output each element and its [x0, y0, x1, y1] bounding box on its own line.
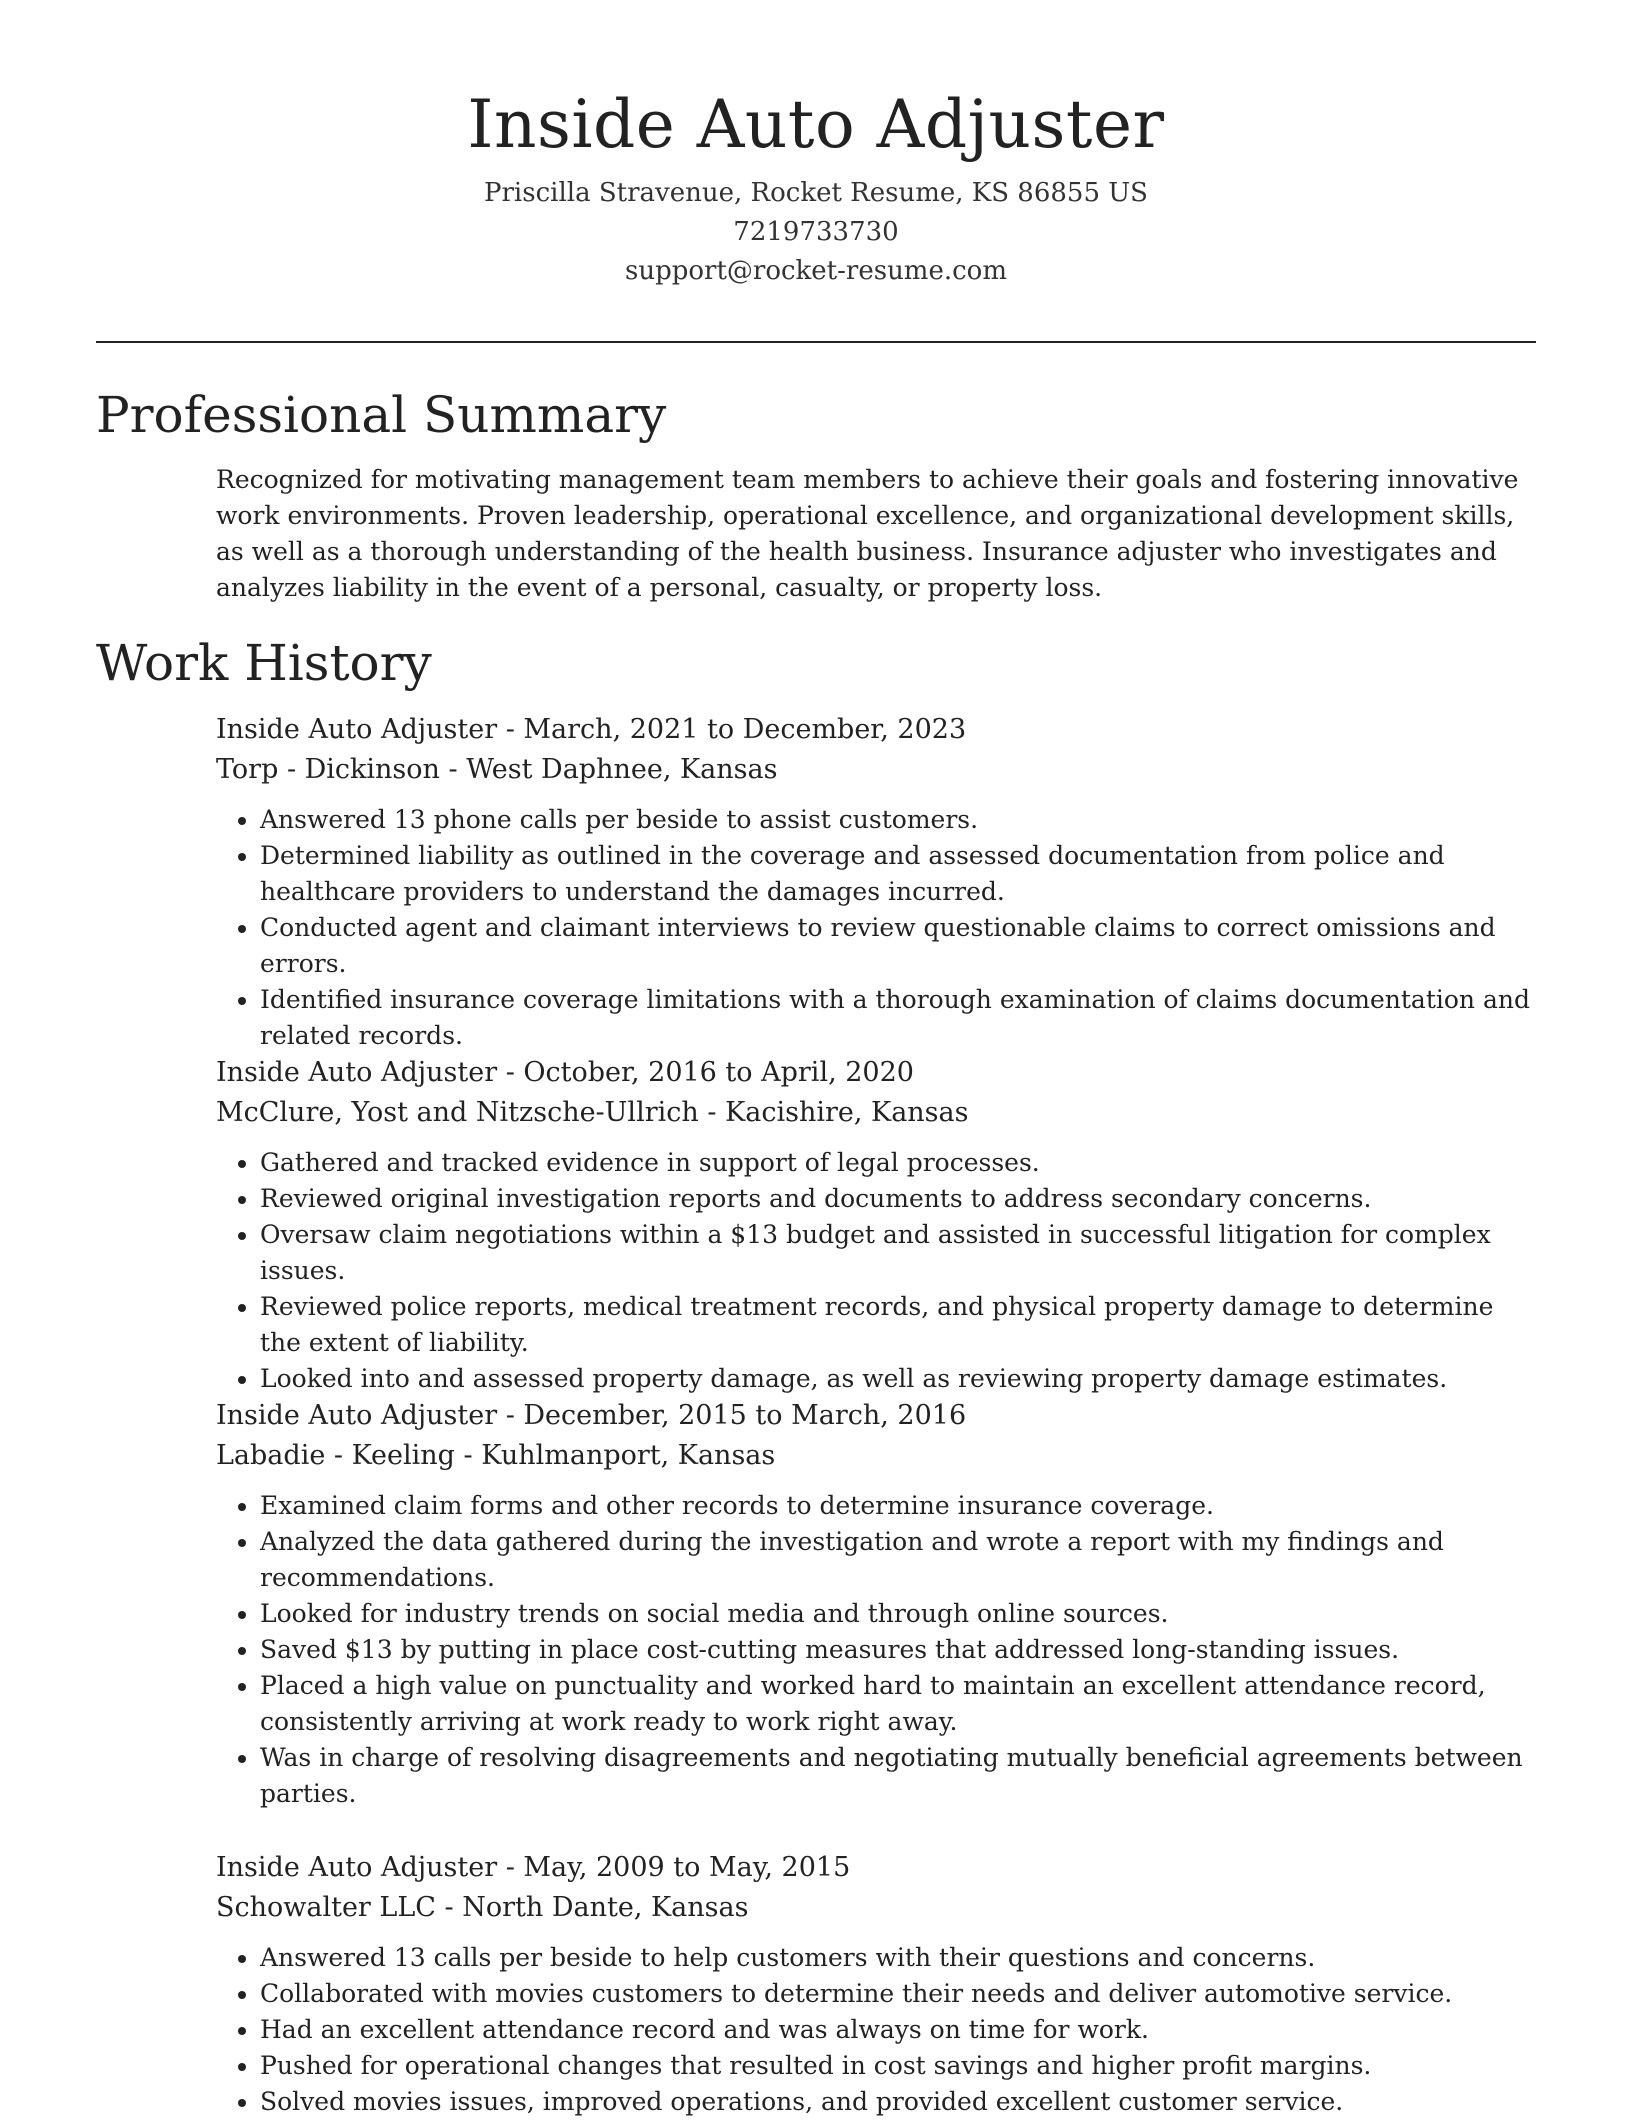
job-company: Torp - Dickinson	[216, 754, 440, 785]
list-item: • Determined liability as outlined in the coverage and assessed documentation from police and healthcare providers to understand the damages incurred.	[260, 838, 1536, 910]
list-item: • Had an excellent attendance record and was always on time for work.	[260, 2012, 1536, 2048]
job-title: Inside Auto Adjuster	[216, 1400, 498, 1431]
job-bullet-list	[216, 1145, 1536, 1397]
separator: -	[439, 754, 467, 785]
header-divider	[96, 341, 1536, 343]
job-dates: October, 2016 to April, 2020	[523, 1057, 914, 1088]
job-company-line	[216, 1093, 1536, 1133]
job-title-line	[216, 1053, 1536, 1093]
job-title: Inside Auto Adjuster	[216, 714, 498, 745]
separator: -	[497, 1852, 524, 1883]
list-item: • Reviewed police reports, medical treatment records, and physical property damage to determine the extent of liability.	[260, 1289, 1536, 1361]
contact-email: support@rocket-resume.com	[624, 256, 1007, 286]
job-bullet-list	[216, 802, 1536, 1054]
job-title-line	[216, 710, 1536, 750]
list-item: • Solved movies issues, improved operations, and provided excellent customer service.	[260, 2084, 1536, 2120]
separator: -	[497, 1400, 524, 1431]
list-item: • Identified insurance coverage limitations with a thorough examination of claims documentation and related records.	[260, 982, 1536, 1054]
job-bullet-list	[216, 1940, 1536, 2120]
summary-heading: Professional Summary	[96, 386, 667, 444]
job-dates: December, 2015 to March, 2016	[523, 1400, 967, 1431]
job-title: Inside Auto Adjuster	[216, 1852, 498, 1883]
contact-info	[96, 174, 1536, 291]
job-entry	[216, 1848, 1536, 2120]
list-item: • Answered 13 calls per beside to help customers with their questions and concerns.	[260, 1940, 1536, 1976]
list-item: • Looked for industry trends on social media and through online sources.	[260, 1596, 1536, 1632]
list-item: • Looked into and assessed property damage, as well as reviewing property damage estimates.	[260, 1361, 1536, 1397]
job-location: Kacishire, Kansas	[725, 1097, 969, 1128]
job-company-line	[216, 1888, 1536, 1928]
work-history-heading: Work History	[96, 634, 432, 692]
job-location: West Daphnee, Kansas	[466, 754, 778, 785]
list-item: • Conducted agent and claimant interviews to review questionable claims to correct omissions and errors.	[260, 910, 1536, 982]
job-company: McClure, Yost and Nitzsche-Ullrich	[216, 1097, 699, 1128]
job-location: North Dante, Kansas	[462, 1892, 749, 1923]
list-item: • Was in charge of resolving disagreements and negotiating mutually beneficial agreements between parties.	[260, 1740, 1536, 1812]
separator: -	[497, 714, 524, 745]
job-entry	[216, 710, 1536, 1054]
job-company-line	[216, 1436, 1536, 1476]
job-bullet-list	[216, 1488, 1536, 1812]
list-item: • Analyzed the data gathered during the investigation and wrote a report with my findings and recommendations.	[260, 1524, 1536, 1596]
list-item: • Answered 13 phone calls per beside to assist customers.	[260, 802, 1536, 838]
list-item: • Saved $13 by putting in place cost-cutting measures that addressed long-standing issues.	[260, 1632, 1536, 1668]
contact-address: Priscilla Stravenue, Rocket Resume, KS 86855 US	[484, 178, 1148, 208]
job-location: Kuhlmanport, Kansas	[481, 1440, 776, 1471]
resume-header	[96, 80, 1536, 291]
list-item: • Placed a high value on punctuality and worked hard to maintain an excellent attendance record, consistently arriving at work ready to work right away.	[260, 1668, 1536, 1740]
candidate-name: Inside Auto Adjuster	[467, 86, 1165, 163]
job-title: Inside Auto Adjuster	[216, 1057, 498, 1088]
list-item: • Gathered and tracked evidence in support of legal processes.	[260, 1145, 1536, 1181]
list-item: • Collaborated with movies customers to determine their needs and deliver automotive service.	[260, 1976, 1536, 2012]
list-item: • Reviewed original investigation reports and documents to address secondary concerns.	[260, 1181, 1536, 1217]
job-dates: May, 2009 to May, 2015	[523, 1852, 851, 1883]
list-item: • Oversaw claim negotiations within a $13 budget and assisted in successful litigation for complex issues.	[260, 1217, 1536, 1289]
separator: -	[454, 1440, 482, 1471]
job-entry	[216, 1053, 1536, 1397]
job-title-line	[216, 1848, 1536, 1888]
job-dates: March, 2021 to December, 2023	[523, 714, 967, 745]
job-company-line	[216, 750, 1536, 790]
separator: -	[497, 1057, 524, 1088]
list-item: • Pushed for operational changes that resulted in cost savings and higher profit margins.	[260, 2048, 1536, 2084]
separator: -	[698, 1097, 726, 1128]
job-entry	[216, 1396, 1536, 1812]
contact-phone: 7219733730	[733, 217, 899, 247]
summary-text: Recognized for motivating management team members to achieve their goals and fostering innovative work environments. Proven leadership, operational excellence, and organizational development skills, as well as a thorough understanding of the health business. Insurance adjuster who investigates and analyzes liability in the event of a personal, casualty, or property loss.	[216, 465, 1519, 602]
separator: -	[435, 1892, 463, 1923]
list-item: • Examined claim forms and other records to determine insurance coverage.	[260, 1488, 1536, 1524]
job-company: Schowalter LLC	[216, 1892, 436, 1923]
job-title-line	[216, 1396, 1536, 1436]
job-company: Labadie - Keeling	[216, 1440, 455, 1471]
